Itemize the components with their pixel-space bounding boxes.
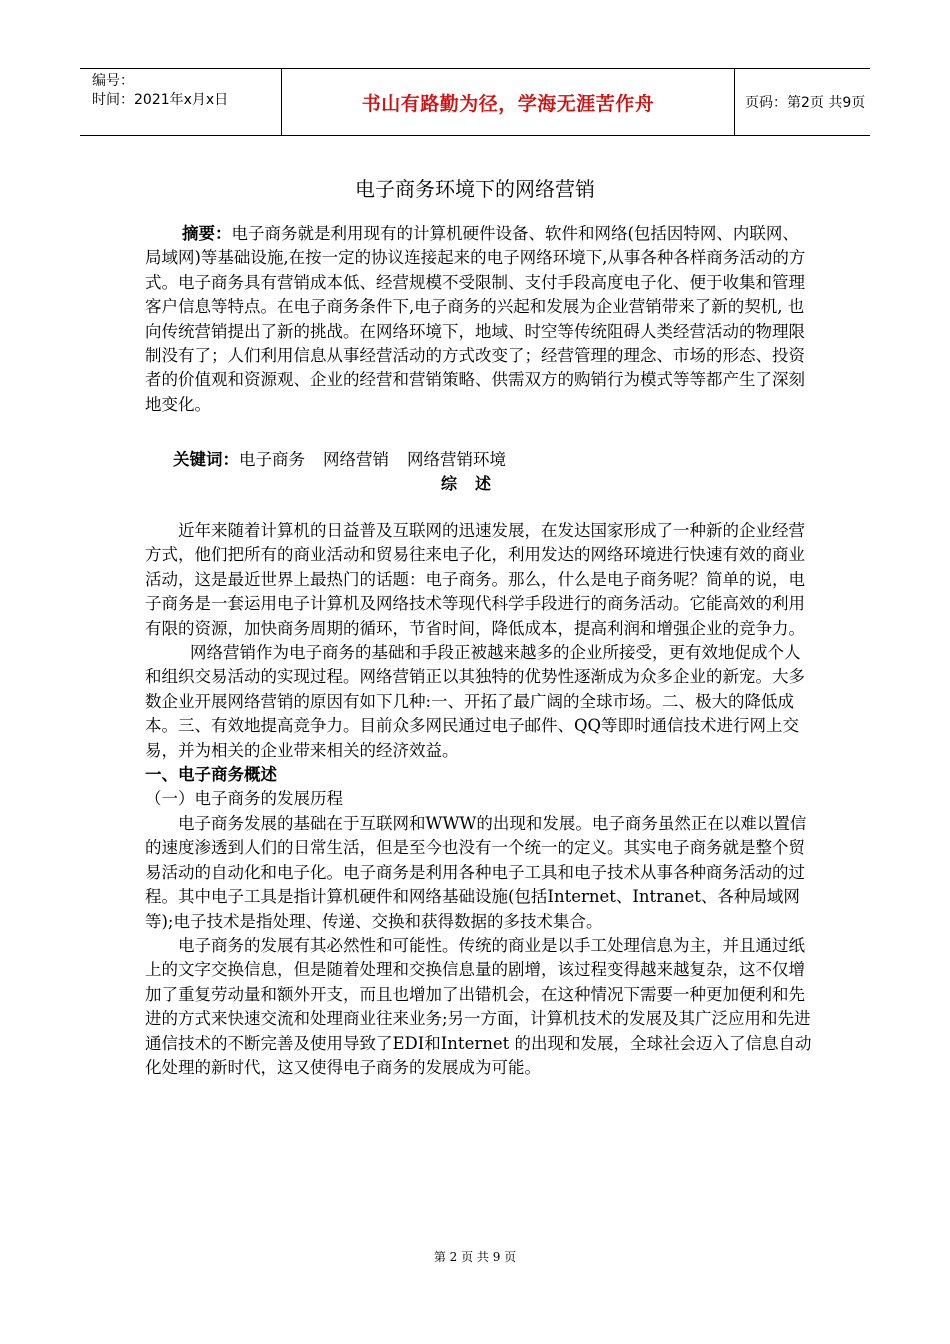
header-motto: 书山有路勤为径，学海无涯苦作舟 [282, 69, 735, 135]
keywords-line [173, 446, 506, 470]
keyword: 网络营销环境 [407, 450, 506, 469]
page-footer: 第 2 页 共 9 页 [433, 1250, 517, 1264]
document-number-label: 编号： [92, 73, 134, 89]
paragraph: 近年来随着计算机的日益普及互联网的迅速发展，在发达国家形成了一种新的企业经营方式，他们把所有的商业活动和贸易往来电子化，利用发达的网络环境进行快速有效的商业活动，这是最近世界上最热门的话题：电子商务。那么，什么是电子商务呢？简单的说，电子商务是一套运用电子计算机及网络技术等现代科学手段进行的商务活动。它能高效的利用有限的资源，加快商务周期的循环，节省时间，降低成本，提高利润和增强企业的竞争力。 [145, 521, 805, 638]
document-time-label: 时间：2021年x月x日 [92, 92, 229, 108]
paragraph: 网络营销作为电子商务的基础和手段正被越来越多的企业所接受，更有效地促成个人和组织交易活动的实现过程。网络营销正以其独特的优势性逐渐成为众多企业的新宠。大多数企业开展网络营销的原因有如下几种:一、开拓了最广阔的全球市场。二、极大的降低成本。三、有效地提高竞争力。目前众多网民通过电子邮件、QQ等即时通信技术进行网上交易，并为相关的企业带来相关的经济效益。 [145, 643, 805, 760]
header-table [80, 68, 870, 136]
section-heading: 一、电子商务概述 [145, 765, 277, 785]
keywords-label: 关键词： [173, 450, 239, 469]
paragraph: 电子商务发展的基础在于互联网和WWW的出现和发展。电子商务虽然正在以难以置信的速度渗透到人们的日常生活，但是至今也没有一个统一的定义。其实电子商务就是整个贸易活动的自动化和电子化。电子商务是利用各种电子工具和电子技术从事各种商务活动的过程。其中电子工具是指计算机硬件和网络基础设施(包括Internet、Intranet、各种局域网等);电子技术是指处理、传递、交换和获得数据的多技术集合。 [145, 813, 807, 931]
header-page-info: 页码：第2页 共9页 [745, 95, 866, 111]
keyword: 网络营销 [323, 450, 389, 469]
document-title: 电子商务环境下的网络营销 [355, 177, 595, 201]
body-text [145, 519, 815, 1080]
abstract [145, 222, 815, 417]
overview-heading: 综述 [440, 474, 509, 493]
paragraph: 电子商务的发展有其必然性和可能性。传统的商业是以手工处理信息为主，并且通过纸上的文字交换信息，但是随着处理和交换信息量的剧增，该过程变得越来越复杂，这不仅增加了重复劳动量和额外开支，而且也增加了出错机会，在这种情况下需要一种更加便利和先进的方式来快速交流和处理商业往来业务;另一方面，计算机技术的发展及其广泛应用和先进通信技术的不断完善及使用导致了EDI和Internet 的出现和发展，全球社会迈入了信息自动化处理的新时代，这又使得电子商务的发展成为可能。 [145, 935, 812, 1077]
subsection-heading: （一）电子商务的发展历程 [145, 789, 343, 809]
keyword: 电子商务 [239, 450, 305, 469]
header-meta [80, 69, 282, 135]
abstract-text: 电子商务就是利用现有的计算机硬件设备、软件和网络(包括因特网、内联网、局域网)等基础设施,在按一定的协议连接起来的电子网络环境下,从事各种各样商务活动的方式。电子商务具有营销成本低、经营规模不受限制、支付手段高度电子化、便于收集和管理客户信息等特点。在电子商务条件下,电子商务的兴起和发展为企业营销带来了新的契机, 也向传统营销提出了新的挑战。在网络环境下，地域、时空等传统阻碍人类经营活动的物理限制没有了；人们利用信息从事经营活动的方式改变了；经营管理的理念、市场的形态、投资者的价值观和资源观、企业的经营和营销策略、供需双方的购销行为模式等等都产生了深刻地变化。 [145, 224, 806, 414]
abstract-label: 摘要： [182, 224, 232, 243]
